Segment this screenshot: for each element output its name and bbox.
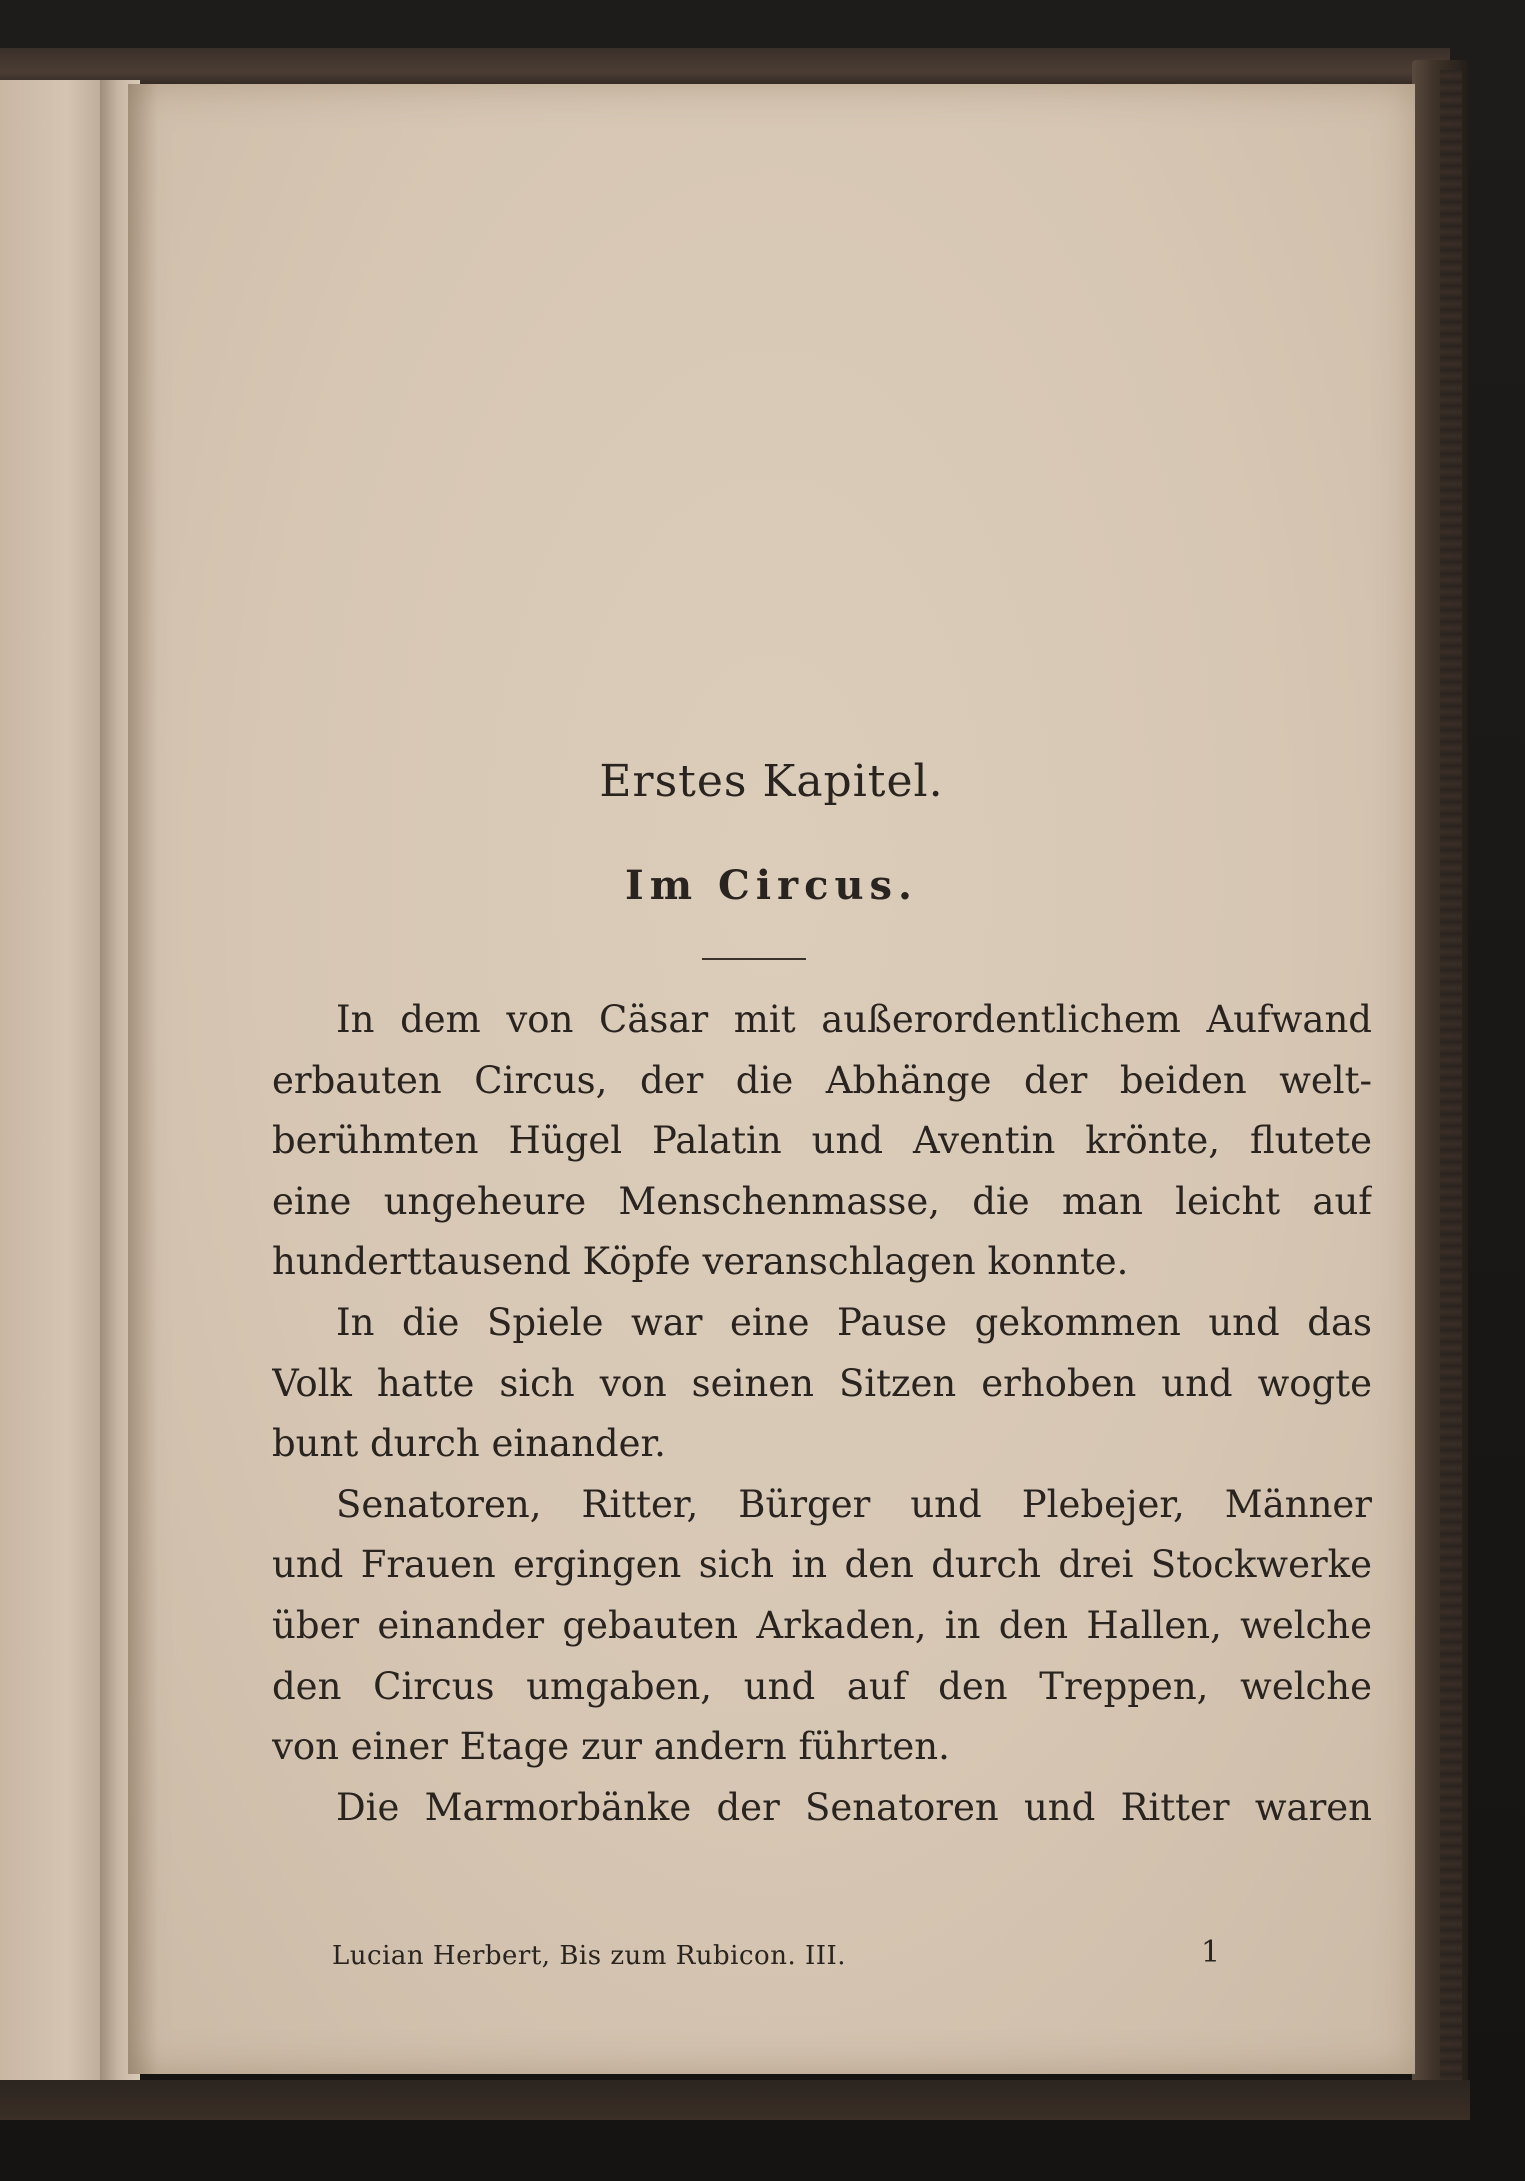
text-line: und Frauen ergingen sich in den durch drei Stockwerke: [272, 1543, 1372, 1587]
text-line: über einander gebauten Arkaden, in den Hallen, welche: [272, 1603, 1372, 1647]
text-line: bunt durch einander.: [272, 1422, 666, 1466]
chapter-title: Erstes Kapitel.: [599, 756, 944, 807]
footer-sheet-number: 1: [1201, 1935, 1221, 1970]
section-title: Im Circus.: [625, 862, 918, 909]
text-line: hunderttausend Köpfe veranschlagen konnte.: [272, 1240, 1129, 1284]
previous-page-edge: [0, 80, 112, 2090]
paragraph: [272, 990, 1372, 1293]
book-cover-bottom-edge: [0, 2080, 1470, 2120]
book-cover-top-edge: [0, 48, 1450, 88]
paragraph: [272, 1778, 1372, 1839]
text-line: In die Spiele war eine Pause gekommen und das: [336, 1300, 1372, 1344]
paragraph: [272, 1475, 1372, 1778]
title-divider: [702, 958, 806, 960]
text-line: Senatoren, Ritter, Bürger und Plebejer, Männer: [336, 1482, 1372, 1526]
book-page: [128, 84, 1415, 2074]
paragraph: [272, 1293, 1372, 1475]
text-line: von einer Etage zur andern führten.: [272, 1725, 950, 1769]
text-line: In dem von Cäsar mit außerordentlichem Aufwand: [336, 998, 1372, 1041]
text-line: erbauten Circus, der die Abhänge der beiden welt-: [272, 1058, 1372, 1102]
text-line: Volk hatte sich von seinen Sitzen erhoben und wogte: [272, 1361, 1372, 1405]
text-line: eine ungeheure Menschenmasse, die man leicht auf: [272, 1179, 1372, 1223]
body-text: [272, 990, 1372, 1838]
text-line: Die Marmorbänke der Senatoren und Ritter waren: [336, 1785, 1372, 1829]
book-spine-texture: [1440, 70, 1462, 2080]
footer-signature: Lucian Herbert, Bis zum Rubicon. III.: [332, 1941, 847, 1971]
text-line: berühmten Hügel Palatin und Aventin krönte, flutete: [272, 1119, 1372, 1163]
text-line: den Circus umgaben, und auf den Treppen, welche: [272, 1664, 1372, 1708]
